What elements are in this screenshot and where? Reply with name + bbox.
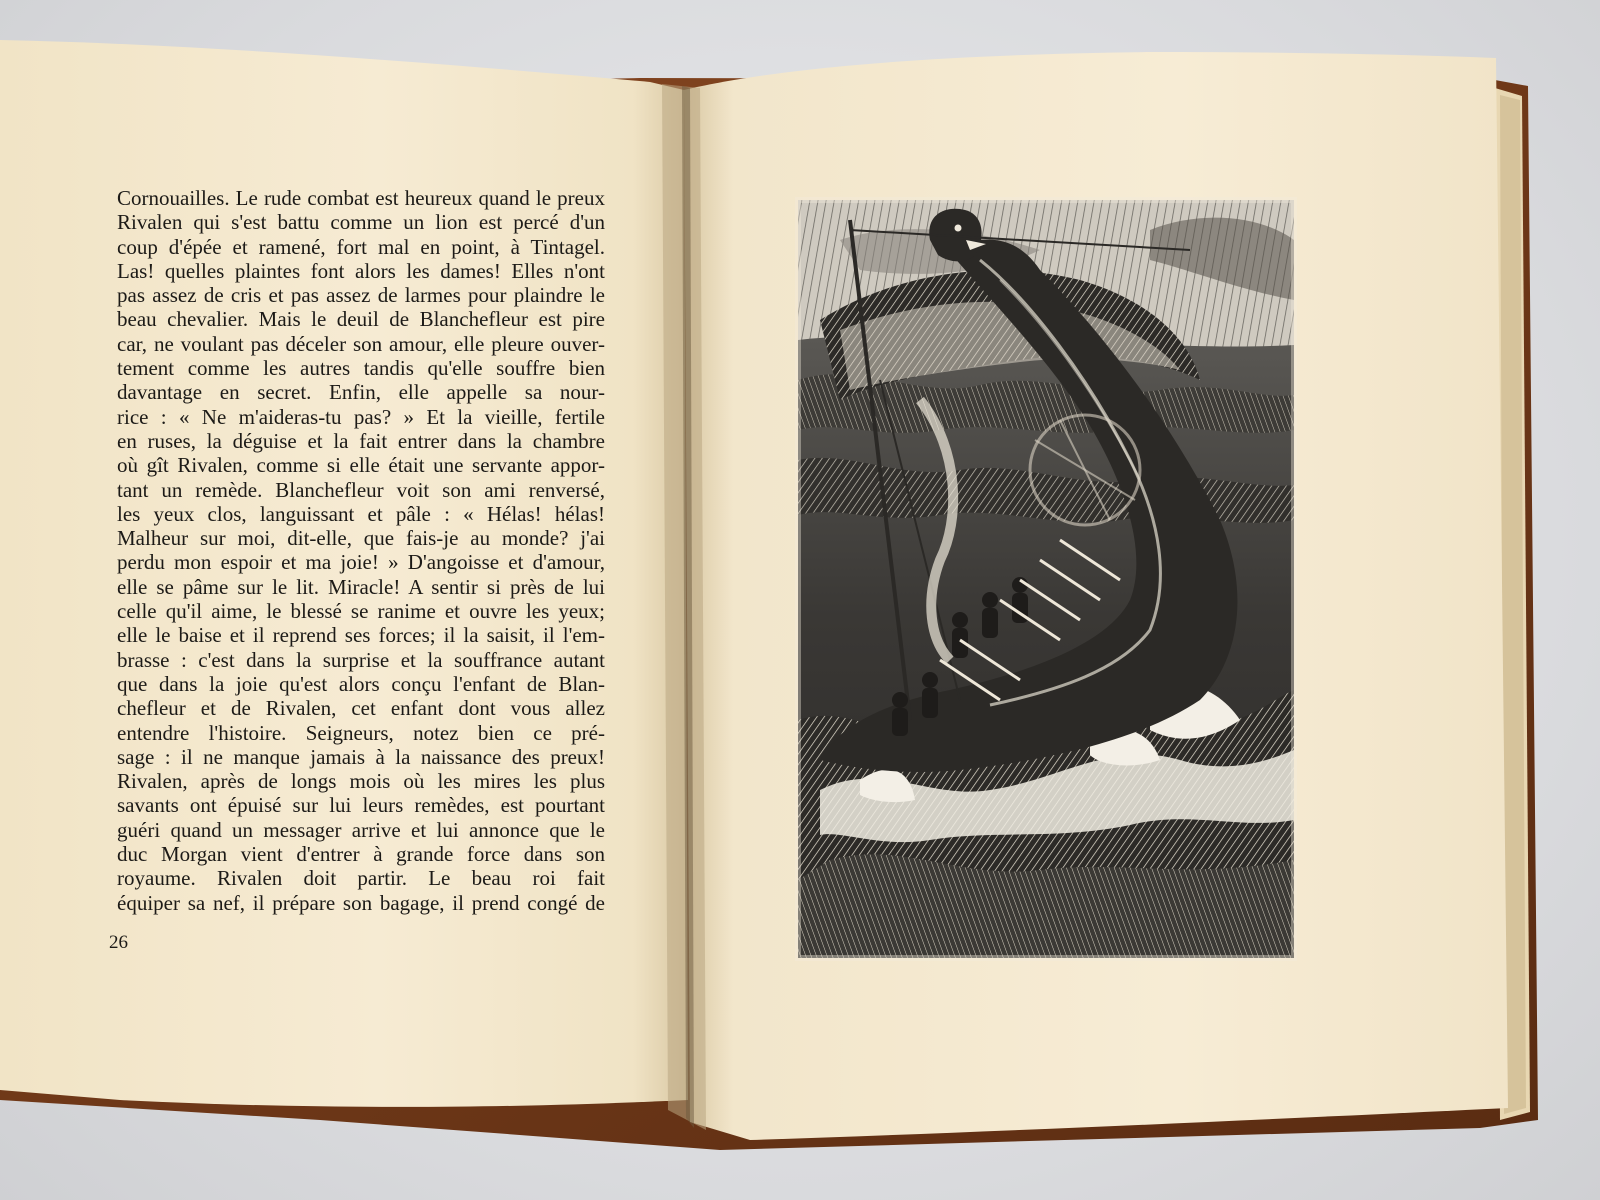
text-line: perdu mon espoir et ma joie! » D'angoisse et d'amour, bbox=[117, 550, 605, 575]
text-line: duc Morgan vient d'entrer à grande force dans son bbox=[117, 842, 605, 867]
text-line: celle qu'il aime, le blessé se ranime et ouvre les yeux; bbox=[117, 599, 605, 624]
text-line: tement comme les autres tandis qu'elle souffre bien bbox=[117, 356, 605, 381]
text-line: en ruses, la déguise et la fait entrer dans la chambre bbox=[117, 428, 605, 453]
text-line: où gît Rivalen, comme si elle était une servante appor- bbox=[117, 453, 605, 478]
text-line: car, ne voulant pas déceler son amour, elle pleure ouver- bbox=[117, 331, 605, 356]
text-line: coup d'épée et ramené, fort mal en point, à Tintagel. bbox=[117, 234, 605, 259]
text-line: équiper sa nef, il prépare son bagage, il prend congé de bbox=[117, 890, 605, 915]
text-line: Cornouailles. Le rude combat est heureux quand le preux bbox=[117, 186, 605, 210]
text-line: Rivalen, après de longs mois où les mires les plus bbox=[117, 769, 605, 794]
text-line: rice : « Ne m'aideras-tu pas? » Et la vieille, fertile bbox=[117, 404, 605, 429]
text-line: brasse : c'est dans la surprise et la souffrance autant bbox=[117, 647, 605, 672]
text-line: royaume. Rivalen doit partir. Le beau roi fait bbox=[117, 866, 605, 891]
text-line: savants ont épuisé sur lui leurs remèdes, est pourtant bbox=[117, 793, 605, 818]
text-line: davantage en secret. Enfin, elle appelle sa nour- bbox=[117, 380, 605, 405]
text-line: chefleur et de Rivalen, cet enfant dont vous allez bbox=[117, 696, 605, 721]
text-line: tant un remède. Blanchefleur voit son ami renversé, bbox=[117, 477, 605, 502]
text-line: les yeux clos, languissant et pâle : « Hélas! hélas! bbox=[117, 501, 605, 526]
text-line: Las! quelles plaintes font alors les dames! Elles n'ont bbox=[117, 258, 605, 283]
page-number: 26 bbox=[109, 932, 128, 953]
text-line: elle le baise et il reprend ses forces; il la saisit, il l'em- bbox=[117, 623, 605, 648]
left-page-text bbox=[117, 186, 605, 915]
text-line: entendre l'histoire. Seigneurs, notez bien ce pré- bbox=[117, 720, 605, 745]
text-line: beau chevalier. Mais le deuil de Blanchefleur est pire bbox=[117, 307, 605, 332]
text-line: que dans la joie qu'est alors conçu l'enfant de Blan- bbox=[117, 671, 605, 696]
text-line: sage : il ne manque jamais à la naissance des preux! bbox=[117, 744, 605, 769]
text-line: pas assez de cris et pas assez de larmes pour plaindre le bbox=[117, 283, 605, 308]
text-line: elle se pâme sur le lit. Miracle! A sentir si près de lui bbox=[117, 574, 605, 599]
text-line: guéri quand un messager arrive et lui annonce que le bbox=[117, 817, 605, 842]
text-line: Malheur sur moi, dit-elle, que fais-je au monde? j'ai bbox=[117, 526, 605, 551]
text-line: Rivalen qui s'est battu comme un lion est percé d'un bbox=[117, 210, 605, 235]
